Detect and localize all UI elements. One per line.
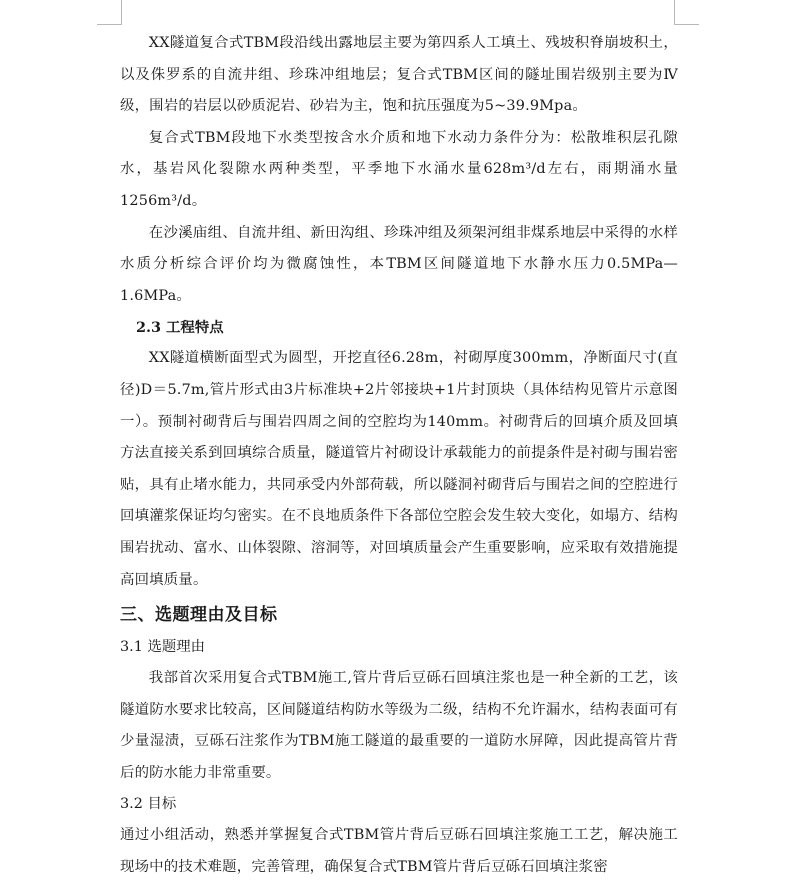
paragraph-topic-reason: 我部首次采用复合式TBM施工,管片背后豆砾石回填注浆也是一种全新的工艺，该隧道防水要求比较高，区间隧道结构防水等级为二级，结构不允许漏水，结构表面可有少量湿渍，豆砾石注浆作为TBM施工隧道的最重要的一道防水屏障，因此提高管片背后的防水能力非常重要。: [120, 670, 678, 781]
heading-topic-reason: 3.1 选题理由: [120, 639, 206, 656]
heading-engineering-features: 2.3 工程特点: [136, 319, 224, 337]
heading-goal: 3.2 目标: [120, 796, 177, 813]
crop-mark-top-right: [674, 0, 699, 25]
paragraph-tunnel-section: XX隧道横断面型式为圆型，开挖直径6.28m，衬砌厚度300mm，净断面尺寸(直径)D＝5.7m,管片形式由3片标准块+2片邻接块+1片封顶块（具体结构见管片示意图一）。预制衬砌背后与围岩四周之间的空腔均为140mm。衬砌背后的回填介质及回填方法直接关系到回填综合质量，隧道管片衬砌设计承载能力的前提条件是衬砌与围岩密贴，具有止堵水能力，共同承受内外部荷载，所以隧洞衬砌背后与围岩之间的空腔进行回填灌浆保证均匀密实。在不良地质条件下各部位空腔会发生较大变化，如塌方、结构围岩扰动、富水、山体裂隙、溶洞等，对回填质量会产生重要影响，应采取有效措施提高回填质量。: [120, 350, 678, 588]
paragraph-goal: 通过小组活动，熟悉并掌握复合式TBM管片背后豆砾石回填注浆施工工艺，解决施工现场中的技术难题，完善管理，确保复合式TBM管片背后豆砾石回填注浆密: [120, 827, 678, 876]
paragraph-water-quality: 在沙溪庙组、自流井组、新田沟组、珍珠冲组及须架河组非煤系地层中采得的水样水质分析综合评价均为微腐蚀性，本TBM区间隧道地下水静水压力0.5MPa—1.6MPa。: [120, 224, 678, 304]
document-body: [120, 28, 678, 884]
heading-topic-reason-and-goal: 三、选题理由及目标: [120, 605, 278, 626]
paragraph-strata: XX隧道复合式TBM段沿线出露地层主要为第四系人工填土、残坡积脊崩坡积土，以及侏罗系的自流井组、珍珠冲组地层；复合式TBM区间的隧址围岩级别主要为Ⅳ级，围岩的岩层以砂质泥岩、砂岩为主，饱和抗压强度为5~39.9Mpa。: [120, 35, 678, 115]
paragraph-groundwater-type: 复合式TBM段地下水类型按含水介质和地下水动力条件分为：松散堆积层孔隙水，基岩风化裂隙水两种类型，平季地下水涌水量628m³/d左右，雨期涌水量1256m³/d。: [120, 129, 678, 209]
crop-mark-top-left: [97, 0, 122, 25]
